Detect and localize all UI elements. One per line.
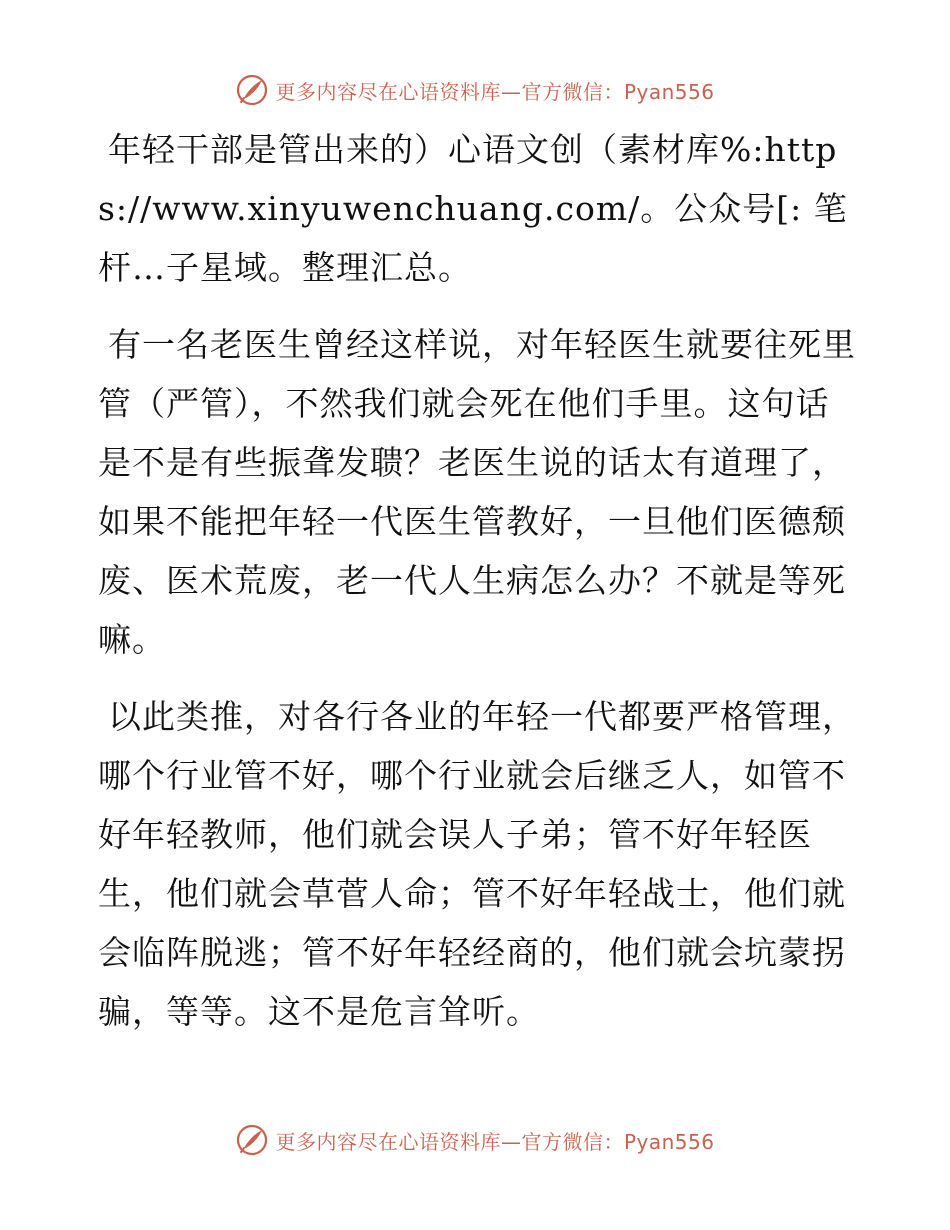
feather-pen-logo-icon [235,73,269,107]
footer-watermark-banner [0,1120,950,1160]
footer-banner-text: 更多内容尽在心语资料库—官方微信：Pyan556 [275,1129,715,1154]
paragraph-doctor: 有一名老医生曾经这样说，对年轻医生就要往死里管（严管），不然我们就会死在他们手里。这句话是不是有些振聋发聩？老医生说的话太有道理了，如果不能把年轻一代医生管教好，一旦他们医德颓废、医术荒废，老一代人生病怎么办？不就是等死嘛。 [98,325,856,659]
header-banner-text: 更多内容尽在心语资料库—官方微信：Pyan556 [275,79,715,104]
header-watermark-banner [0,70,950,110]
document-body [98,120,858,1059]
paragraph-intro: 年轻干部是管出来的）心语文创（素材库%:https://www.xinyuwenchuang.com/。公众号[: 笔杆…子星域。整理汇总。 [98,130,848,287]
feather-pen-logo-icon [235,1123,269,1157]
paragraph-analogy: 以此类推，对各行各业的年轻一代都要严格管理，哪个行业管不好，哪个行业就会后继乏人，如管不好年轻教师，他们就会误人子弟；管不好年轻医生，他们就会草菅人命；管不好年轻战士，他们就会临阵脱逃；管不好年轻经商的，他们就会坑蒙拐骗，等等。这不是危言耸听。 [98,697,856,1031]
